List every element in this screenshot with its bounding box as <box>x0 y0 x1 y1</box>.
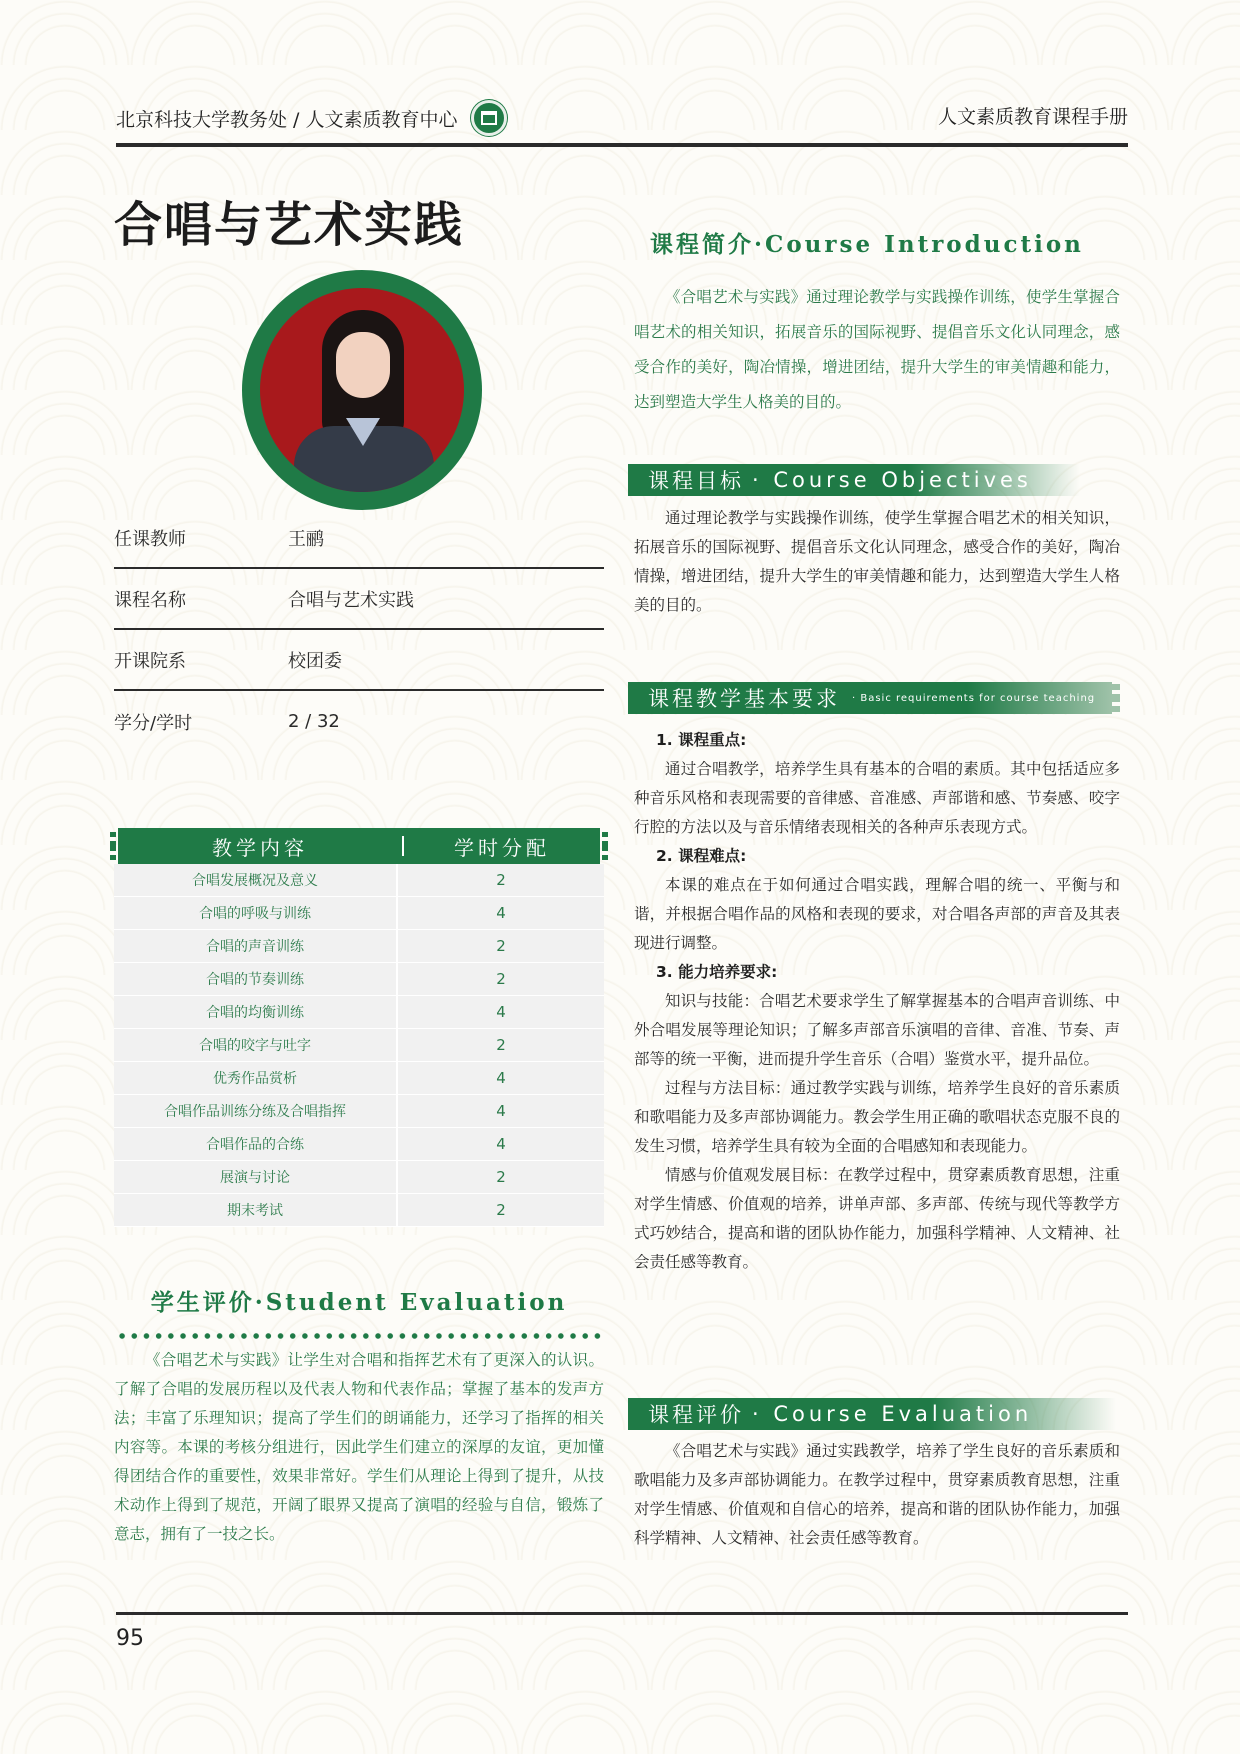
info-row-department <box>114 630 604 691</box>
table-row <box>114 1062 604 1095</box>
hours-allocation-table <box>114 828 604 1227</box>
cell-content: 合唱的声音训练 <box>114 930 398 963</box>
info-row-course-name <box>114 569 604 630</box>
info-value: 合唱与艺术实践 <box>288 589 414 611</box>
header-right: 人文素质教育课程手册 <box>937 106 1128 128</box>
university-logo-icon <box>471 100 507 136</box>
table-row <box>114 897 604 930</box>
header-content: 教学内容 <box>212 835 308 860</box>
portrait-photo <box>260 288 464 492</box>
banner-title-en: · Course Objectives <box>752 468 1032 492</box>
course-info-table <box>114 508 604 752</box>
cell-content: 合唱的均衡训练 <box>114 996 398 1029</box>
table-row <box>114 1161 604 1194</box>
banner-title-zh: 课程目标 <box>648 469 744 493</box>
table-row <box>114 930 604 963</box>
header-org: 北京科技大学教务处 / 人文素质教育中心 <box>116 108 458 131</box>
table-row <box>114 996 604 1029</box>
info-value: 王鹂 <box>288 528 324 550</box>
page-title: 合唱与艺术实践 <box>114 197 465 253</box>
course-evaluation-banner <box>628 1398 1116 1430</box>
info-row-credits <box>114 691 604 752</box>
cell-hours: 4 <box>398 1095 604 1128</box>
cell-hours: 2 <box>398 1194 604 1227</box>
knowledge-skills-text: 知识与技能：合唱艺术要求学生了解掌握基本的合唱声音训练、中外合唱发展等理论知识；了解多声部音乐演唱的音律、音准、节奏、声部等的统一平衡，进而提升学生音乐（合唱）鉴赏水平，提升品位。 <box>634 992 1120 1068</box>
course-intro-title: 课程简介·Course Introduction <box>650 231 1084 258</box>
cell-content: 合唱发展概况及意义 <box>114 864 398 897</box>
table-header <box>118 828 600 864</box>
course-intro-text: 《合唱艺术与实践》通过理论教学与实践操作训练，使学生掌握合唱艺术的相关知识，拓展音乐的国际视野、提倡音乐文化认同理念，感受合作的美好，陶冶情操，增进团结，提升大学生的审美情趣和能力，达到塑造大学生人格美的目的。 <box>634 288 1120 411</box>
requirements-body <box>634 726 1120 1277</box>
cell-content: 展演与讨论 <box>114 1161 398 1194</box>
banner-title-en: · Basic requirements for course teaching <box>852 692 1096 704</box>
cell-hours: 2 <box>398 930 604 963</box>
info-label: 课程名称 <box>114 589 186 611</box>
page-number: 95 <box>116 1626 144 1651</box>
header-divider <box>116 143 1128 147</box>
requirements-banner <box>628 682 1112 714</box>
cell-hours: 2 <box>398 864 604 897</box>
cell-content: 合唱作品的合练 <box>114 1128 398 1161</box>
info-label: 任课教师 <box>114 528 186 550</box>
cell-hours: 4 <box>398 1062 604 1095</box>
info-row-teacher <box>114 508 604 569</box>
process-methods-text: 过程与方法目标：通过教学实践与训练，培养学生良好的音乐素质和歌唱能力及多声部协调能力。教会学生用正确的歌唱状态克服不良的发生习惯，培养学生具有较为全面的合唱感知和表现能力。 <box>634 1079 1120 1155</box>
cell-content: 合唱的节奏训练 <box>114 963 398 996</box>
key-points-text: 通过合唱教学，培养学生具有基本的合唱的素质。其中包括适应多种音乐风格和表现需要的音律感、音准感、声部谐和感、节奏感、咬字行腔的方法以及与音乐情绪表现相关的各种声乐表现方式。 <box>634 760 1120 836</box>
cell-hours: 4 <box>398 996 604 1029</box>
difficulties-heading: 2. 课程难点: <box>656 847 747 865</box>
cell-hours: 2 <box>398 963 604 996</box>
table-row <box>114 963 604 996</box>
banner-title-zh: 课程教学基本要求 <box>648 687 840 711</box>
banner-title-en: · Course Evaluation <box>752 1402 1033 1426</box>
difficulties-text: 本课的难点在于如何通过合唱实践，理解合唱的统一、平衡与和谐，并根据合唱作品的风格和表现的要求，对合唱各声部的声音及其表现进行调整。 <box>634 876 1120 952</box>
info-label: 开课院系 <box>114 650 186 672</box>
values-text: 情感与价值观发展目标：在教学过程中，贯穿素质教育思想，注重对学生情感、价值观的培养，讲单声部、多声部、传统与现代等教学方式巧妙结合，提高和谐的团队协作能力，加强科学精神、人文精神、社会责任感等教育。 <box>634 1166 1120 1271</box>
table-row <box>114 864 604 897</box>
cell-content: 期末考试 <box>114 1194 398 1227</box>
cell-hours: 4 <box>398 1128 604 1161</box>
teacher-portrait <box>242 270 482 510</box>
banner-title-zh: 课程评价 <box>648 1403 744 1427</box>
header-left <box>116 100 507 136</box>
table-row <box>114 1128 604 1161</box>
table-row <box>114 1029 604 1062</box>
cell-content: 合唱的咬字与吐字 <box>114 1029 398 1062</box>
cell-hours: 4 <box>398 897 604 930</box>
footer-divider <box>116 1612 1128 1615</box>
cell-content: 合唱的呼吸与训练 <box>114 897 398 930</box>
key-points-heading: 1. 课程重点: <box>656 731 747 749</box>
course-objectives-text: 通过理论教学与实践操作训练，使学生掌握合唱艺术的相关知识，拓展音乐的国际视野、提倡音乐文化认同理念，感受合作的美好，陶冶情操，增进团结，提升大学生的审美情趣和能力，达到塑造大学生人格美的目的。 <box>634 509 1120 614</box>
cell-content: 优秀作品赏析 <box>114 1062 398 1095</box>
course-objectives-banner <box>628 464 1080 496</box>
cell-hours: 2 <box>398 1029 604 1062</box>
student-evaluation-title: 学生评价·Student Evaluation <box>150 1289 568 1316</box>
student-evaluation-text: 《合唱艺术与实践》让学生对合唱和指挥艺术有了更深入的认识。了解了合唱的发展历程以及代表人物和代表作品；掌握了基本的发声方法；丰富了乐理知识；提高了学生们的朗诵能力，还学习了指挥的相关内容等。本课的考核分组进行，因此学生们建立的深厚的友谊，更加懂得团结合作的重要性，效果非常好。学生们从理论上得到了提升，从技术动作上得到了规范，开阔了眼界又提高了演唱的经验与自信，锻炼了意志，拥有了一技之长。 <box>114 1351 604 1543</box>
table-row <box>114 1095 604 1128</box>
header-hours: 学时分配 <box>454 835 550 860</box>
course-evaluation-text: 《合唱艺术与实践》通过实践教学，培养了学生良好的音乐素质和歌唱能力及多声部协调能力。在教学过程中，贯穿素质教育思想，注重对学生情感、价值观和自信心的培养，提高和谐的团队协作能力，加强科学精神、人文精神、社会责任感等教育。 <box>634 1442 1120 1547</box>
cell-hours: 2 <box>398 1161 604 1194</box>
info-label: 学分/学时 <box>114 712 193 734</box>
table-row <box>114 1194 604 1227</box>
abilities-heading: 3. 能力培养要求: <box>656 963 778 981</box>
info-value: 2 / 32 <box>288 711 340 732</box>
dotted-divider <box>116 1332 604 1340</box>
cell-content: 合唱作品训练分练及合唱指挥 <box>114 1095 398 1128</box>
info-value: 校团委 <box>288 650 342 672</box>
